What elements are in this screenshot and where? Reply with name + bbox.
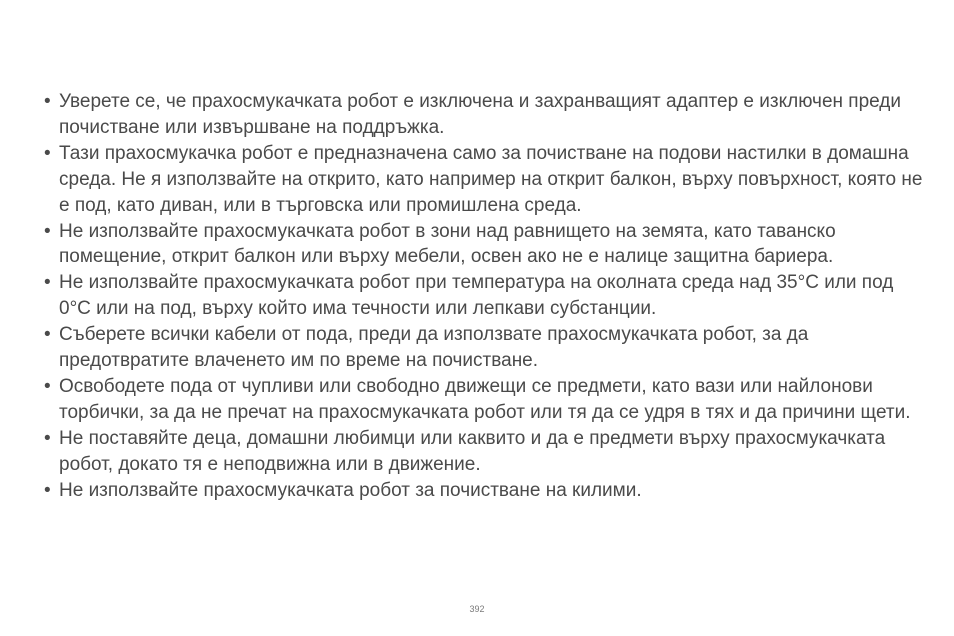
list-item (44, 219, 924, 271)
list-item-text: Освободете пода от чупливи или свободно движещи се предмети, като вази или найлонови торбички, за да не пречат на прахосмукачката робот или тя да се удря в тях и да причини щети. (59, 375, 911, 423)
list-item-text: Не поставяйте деца, домашни любимци или каквито и да е предмети върху прахосмукачката робот, докато тя е неподвижна или в движение. (59, 427, 886, 475)
list-item-text: Уверете се, че прахосмукачката робот е изключена и захранващият адаптер е изключен преди почистване или извършване на поддръжка. (59, 91, 901, 138)
page-number: 392 (469, 604, 485, 614)
list-item (44, 322, 924, 374)
list-item-text: Не използвайте прахосмукачката робот при температура на околната среда над 35°C или под 0°C или на под, върху който има течности или лепкави субстанции. (59, 272, 894, 320)
list-item-text: Съберете всички кабели от пода, преди да използвате прахосмукачката робот, за да предотвратите влаченето им по време на почистване. (59, 324, 809, 372)
bullet-icon: • (44, 375, 51, 397)
bullet-icon: • (44, 272, 51, 294)
list-item (44, 270, 924, 322)
safety-instructions-list (44, 89, 924, 504)
bullet-icon: • (44, 220, 51, 242)
list-item-text: Не използвайте прахосмукачката робот за почистване на килими. (59, 479, 642, 501)
bullet-icon: • (44, 324, 51, 346)
list-item (44, 141, 924, 219)
list-item (44, 426, 924, 478)
list-item-text: Тази прахосмукачка робот е предназначена само за почистване на подови настилки в домашна среда. Не я използвайте на открито, като например на открит балкон, върху повърхност, която не е под, като диван, или в търговска или промишлена среда. (59, 142, 923, 216)
list-item (44, 478, 924, 504)
list-item-text: Не използвайте прахосмукачката робот в зони над равнището на земята, като таванско помещение, открит балкон или върху мебели, освен ако не е налице защитна бариера. (59, 220, 836, 268)
bullet-icon: • (44, 142, 51, 164)
list-item (44, 374, 924, 426)
bullet-icon: • (44, 427, 51, 449)
bullet-icon: • (44, 91, 51, 112)
bullet-icon: • (44, 479, 51, 501)
list-item (44, 89, 924, 141)
